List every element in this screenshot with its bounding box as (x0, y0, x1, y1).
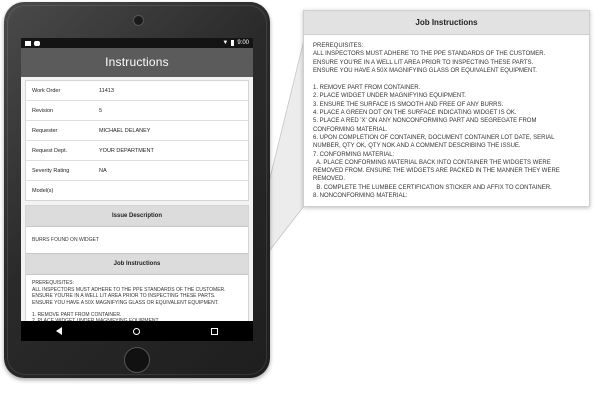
instruction-line: ENSURE YOU'RE IN A WELL LIT AREA PRIOR TO INSPECTING THESE PARTS. (32, 293, 216, 300)
zoom-line: NUMBER, QTY OK, QTY NOK AND A COMMENT DESCRIBING THE ISSUE. (313, 143, 521, 150)
zoom-line: 5. PLACE A RED 'X' ON ANY NONCONFORMING PART AND SEGREGATE FROM (313, 118, 537, 125)
info-row-requester (26, 121, 248, 141)
zoom-line: 2. PLACE WIDGET UNDER MAGNIFYING EQUIPMENT. (313, 93, 466, 100)
info-row-work-order (26, 81, 248, 101)
zoom-line: 1. REMOVE PART FROM CONTAINER. (313, 85, 421, 92)
info-label: Model(s) (32, 187, 54, 194)
zoom-line: B. COMPLETE THE LUMBEE CERTIFICATION STICKER AND AFFIX TO CONTAINER. (313, 184, 552, 191)
zoom-line: CONFORMING MATERIAL. (313, 126, 388, 133)
zoom-line: ENSURE YOU HAVE A 50X MAGNIFYING GLASS OR EQUIVALENT EQUIPMENT. (313, 67, 537, 74)
tablet-screen (21, 38, 253, 341)
zoom-line: 3. ENSURE THE SURFACE IS SMOOTH AND FREE OF ANY BURRS. (313, 101, 504, 108)
info-label: Request Dept. (32, 147, 68, 154)
recent-apps-icon[interactable] (211, 328, 218, 335)
zoom-line: 6. UPON COMPLETION OF CONTAINER, DOCUMENT CONTAINER LOT DATE, SERIAL (313, 134, 555, 141)
status-time: 9:00 (237, 40, 249, 46)
zoom-line: ALL INSPECTORS MUST ADHERE TO THE PPE STANDARDS OF THE CUSTOMER. (313, 51, 546, 58)
info-value: YOUR DEPARTMENT (99, 147, 154, 154)
home-button[interactable] (124, 347, 150, 373)
zoom-line: REMOVED FROM. ENSURE THE WIDGETS ARE PACKED IN THE MANNER THEY WERE (313, 168, 560, 175)
zoom-line: 8. NONCONFORMING MATERIAL: (313, 193, 408, 200)
zoom-line: 7. CONFORMING MATERIAL: (313, 151, 395, 158)
cloud-icon (34, 41, 40, 46)
wifi-icon: ▼ (222, 40, 229, 46)
status-bar (21, 38, 253, 48)
back-icon[interactable] (56, 327, 62, 335)
zoom-line (313, 75, 580, 84)
info-row-revision (26, 101, 248, 121)
issue-description-section (25, 205, 249, 337)
job-instructions-header[interactable]: Job Instructions (26, 253, 248, 275)
info-value: 11413 (99, 87, 114, 94)
info-value: 5 (99, 107, 103, 114)
page-title: Instructions (21, 48, 253, 77)
issue-description-header[interactable]: Issue Description (26, 206, 248, 227)
instruction-line: 1. REMOVE PART FROM CONTAINER. (32, 312, 122, 319)
info-row-request-dept (26, 141, 248, 161)
zoom-line: A. PLACE CONFORMING MATERIAL BACK INTO CONTAINER THE WIDGETS WERE (313, 159, 551, 166)
info-row-severity (26, 161, 248, 181)
info-row-models (26, 181, 248, 200)
info-label: Severity Rating (32, 167, 70, 174)
info-label: Requester (32, 127, 58, 134)
zoom-line: 4. PLACE A GREEN DOT ON THE SURFACE INDICATING WIDGET IS OK. (313, 110, 517, 117)
zoomed-job-instructions (303, 10, 590, 207)
issue-description-text: BURRS FOUND ON WIDGET (32, 237, 99, 243)
zoom-line: PREREQUISITES: (313, 43, 364, 49)
android-nav-bar (21, 321, 253, 341)
camera-icon (133, 15, 144, 26)
instruction-line: ENSURE YOU HAVE A 50X MAGNIFYING GLASS OR EQUIVALENT EQUIPMENT. (32, 299, 219, 306)
zoom-line: ENSURE YOU'RE IN A WELL LIT AREA PRIOR TO INSPECTING THESE PARTS. (313, 59, 534, 66)
zoom-line: REMOVED. (313, 176, 346, 183)
info-label: Work Order (32, 87, 61, 94)
instruction-line: PREREQUISITES: (32, 280, 74, 287)
battery-icon (231, 40, 234, 46)
home-icon[interactable] (133, 328, 140, 335)
info-label: Revision (32, 107, 54, 114)
instruction-line: ALL INSPECTORS MUST ADHERE TO THE PPE STANDARDS OF THE CUSTOMER. (32, 286, 226, 293)
tablet-device (4, 2, 270, 378)
info-value: NA (99, 167, 107, 174)
zoom-body (304, 35, 589, 207)
info-value: MICHAEL DELANEY (99, 127, 151, 134)
image-icon (25, 41, 31, 46)
work-order-card (25, 80, 249, 201)
zoom-header: Job Instructions (304, 11, 589, 35)
